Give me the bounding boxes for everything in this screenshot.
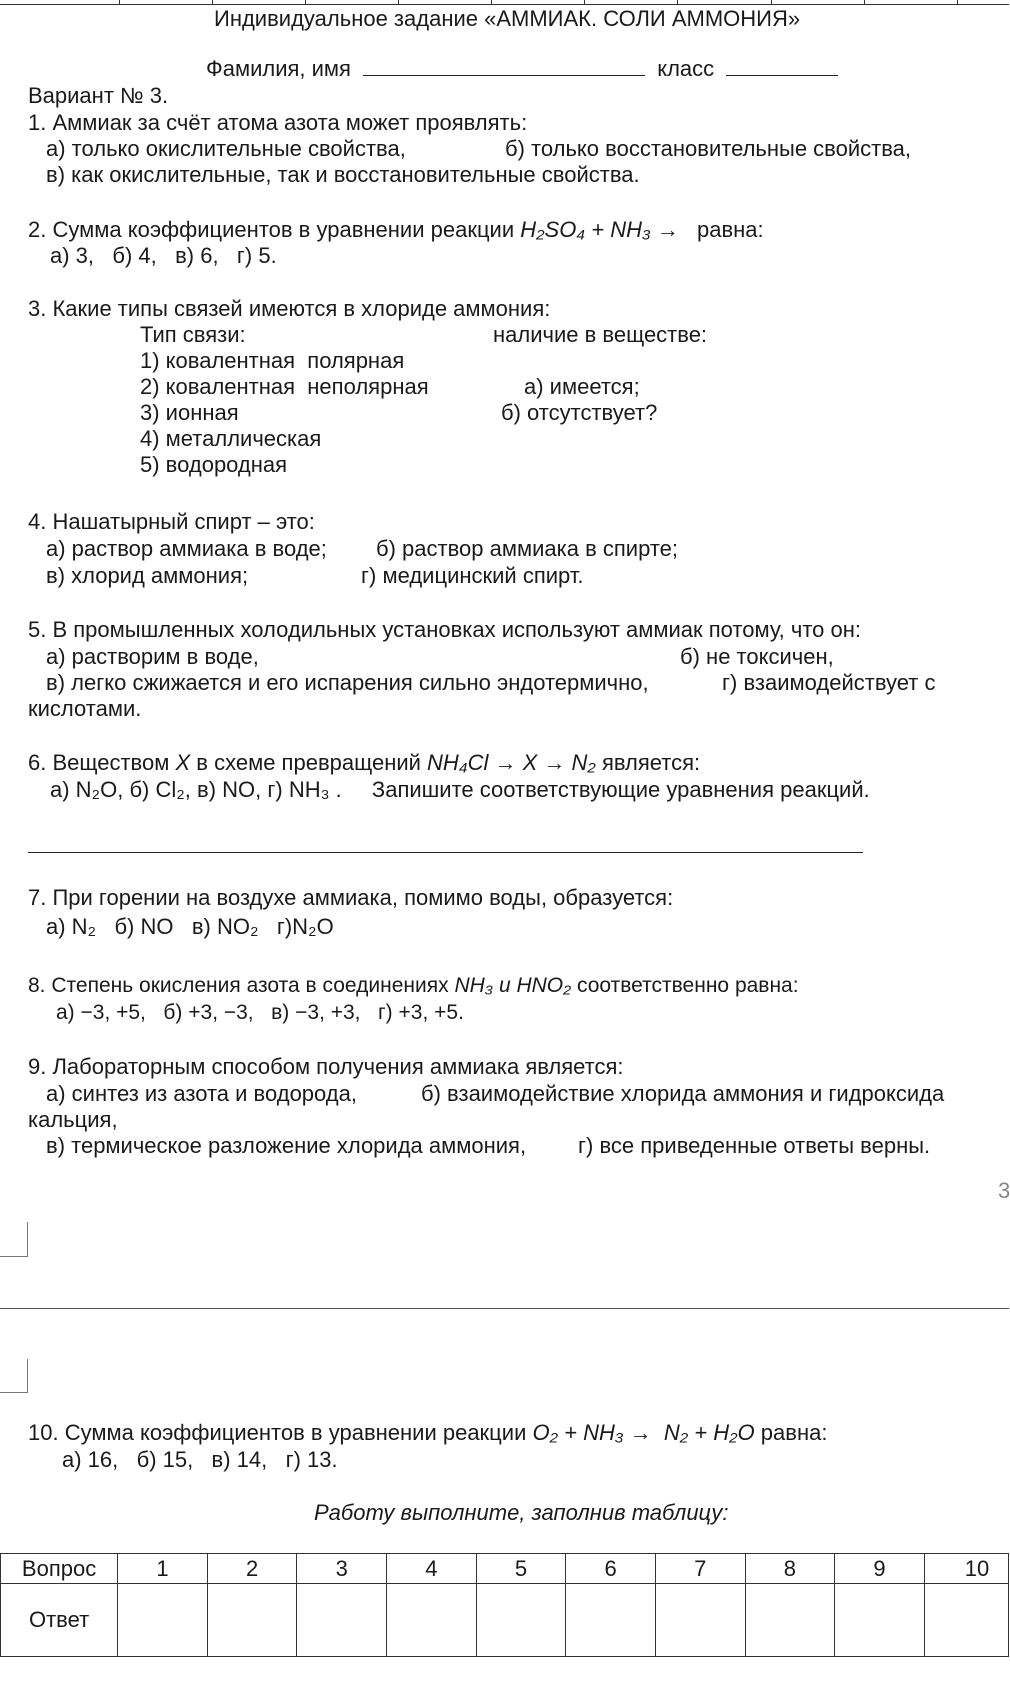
question-4 — [28, 509, 315, 535]
question-text: При горении на воздухе аммиака, помимо воды, образуется: — [52, 885, 674, 910]
question-number: 7. — [28, 885, 47, 910]
question-number: 10. — [28, 1420, 59, 1445]
question-8 — [28, 973, 799, 999]
question-number-cell: 4 — [387, 1554, 477, 1584]
question-7 — [28, 885, 673, 911]
answer-cell[interactable] — [297, 1584, 387, 1657]
question-3 — [28, 296, 550, 322]
class-label: класс — [657, 56, 715, 81]
question-text: Сумма коэффициентов в уравнении реакции — [64, 1420, 527, 1445]
name-blank — [363, 75, 645, 76]
bond-type-item: 1) ковалентная полярная — [140, 348, 405, 373]
question-number-cell: 8 — [745, 1554, 835, 1584]
q6-options — [50, 777, 870, 803]
question-number: 1. — [28, 110, 47, 135]
table-row-questions — [1, 1554, 1009, 1584]
answer-cell[interactable] — [924, 1584, 1008, 1657]
top-cell-divider — [677, 0, 678, 5]
reaction-formula: H₂SO₄ + NH₃ → — [520, 217, 679, 242]
q6-instruction: Запишите соответствующие уравнения реакций. — [371, 777, 870, 802]
question-2 — [28, 217, 764, 243]
question-number: 8. — [28, 974, 46, 997]
question-text: Веществом — [52, 750, 170, 775]
question-text: Аммиак за счёт атома азота может проявлять: — [52, 110, 528, 135]
page-corner-mark — [0, 1359, 28, 1393]
question-6 — [28, 750, 700, 776]
top-cell-divider — [398, 0, 399, 5]
bond-type-item: 5) водородная — [140, 452, 288, 477]
q9-option-b-continued: кальция, — [28, 1107, 118, 1132]
q4-option-a: а) раствор аммиака в воде; — [46, 536, 327, 561]
top-cell-divider — [491, 0, 492, 5]
table-row-answers — [1, 1584, 1009, 1657]
question-number-cell: 5 — [476, 1554, 566, 1584]
q4-option-d: г) медицинский спирт. — [361, 563, 584, 588]
page-corner-mark — [0, 1222, 28, 1257]
question-tail: равна: — [696, 217, 764, 242]
question-9 — [28, 1054, 624, 1080]
answer-table — [0, 1553, 1009, 1657]
top-cell-divider — [305, 0, 306, 5]
question-text: Лабораторным способом получения аммиака является: — [52, 1054, 624, 1079]
substance-x: X — [175, 750, 191, 775]
top-cell-divider — [119, 0, 120, 5]
bond-type-item: 4) металлическая — [140, 426, 322, 451]
question-number-cell: 2 — [207, 1554, 297, 1584]
question-number: 5. — [28, 617, 47, 642]
q2-options: а) 3, б) 4, в) 6, г) 5. — [50, 243, 277, 268]
answer-cell[interactable] — [655, 1584, 745, 1657]
question-tail: равна: — [760, 1420, 828, 1445]
q4-option-b: б) раствор аммиака в спирте; — [376, 536, 679, 561]
answer-cell[interactable] — [745, 1584, 835, 1657]
question-text: является: — [601, 750, 701, 775]
name-label: Фамилия, имя — [206, 56, 351, 81]
name-class-line — [206, 56, 838, 82]
question-10 — [28, 1420, 827, 1446]
top-cell-divider — [771, 0, 772, 5]
question-text: Степень окисления азота в соединениях — [51, 974, 449, 997]
q7-options: а) N₂ б) NO в) NO₂ г)N₂O — [46, 914, 334, 939]
question-number-cell: 7 — [655, 1554, 745, 1584]
answer-cell[interactable] — [835, 1584, 925, 1657]
q9-option-d: г) все приведенные ответы верны. — [578, 1133, 931, 1158]
q5-option-d: г) взаимодействует с — [722, 670, 936, 695]
answer-write-line — [28, 852, 863, 853]
page-break-line — [0, 1308, 1009, 1309]
question-text: Какие типы связей имеются в хлориде аммония: — [52, 296, 551, 321]
answer-cell[interactable] — [387, 1584, 477, 1657]
margin-mark: 3 — [998, 1178, 1010, 1203]
row-label-question: Вопрос — [1, 1554, 118, 1584]
question-number: 4. — [28, 509, 47, 534]
q9-option-c: в) термическое разложение хлорида аммония, — [46, 1133, 527, 1158]
transformation-scheme: NH₄Cl → X → N₂ — [427, 750, 596, 775]
top-cell-divider — [864, 0, 865, 5]
q5-option-a: а) растворим в воде, — [46, 644, 259, 669]
reaction-formula: O₂ + NH₃ → N₂ + H₂O — [532, 1420, 755, 1445]
presence-option: а) имеется; — [524, 374, 640, 399]
question-number-cell: 1 — [118, 1554, 208, 1584]
q10-options: а) 16, б) 15, в) 14, г) 13. — [62, 1447, 338, 1472]
table-instruction: Работу выполните, заполнив таблицу: — [314, 1500, 729, 1525]
q1-option-b: б) только восстановительные свойства, — [505, 136, 912, 161]
q5-option-d-continued: кислотами. — [28, 696, 142, 721]
q8-options: а) −3, +5, б) +3, −3, в) −3, +3, г) +3, +5. — [56, 1001, 464, 1024]
question-number-cell: 9 — [835, 1554, 925, 1584]
bond-type-item: 2) ковалентная неполярная — [140, 374, 429, 399]
presence-header: наличие в веществе: — [493, 322, 708, 347]
question-number: 2. — [28, 217, 47, 242]
page-title: Индивидуальное задание «АММИАК. СОЛИ АММОНИЯ» — [214, 6, 801, 31]
top-cell-divider — [212, 0, 213, 5]
question-number: 3. — [28, 296, 47, 321]
q9-option-b: б) взаимодействие хлорида аммония и гидроксида — [421, 1081, 945, 1106]
q6-options-text: а) N₂O, б) Cl₂, в) NO, г) NH₃ . — [50, 777, 342, 802]
question-text: В промышленных холодильных установках используют аммиак потому, что он: — [52, 617, 862, 642]
answer-cell[interactable] — [566, 1584, 656, 1657]
answer-cell[interactable] — [476, 1584, 566, 1657]
top-border-line — [0, 4, 1009, 5]
q1-option-c: в) как окислительные, так и восстановительные свойства. — [46, 162, 640, 187]
compound-formulas: NH₃ и HNO₂ — [454, 974, 572, 997]
top-cell-divider — [957, 0, 958, 5]
q9-option-a: а) синтез из азота и водорода, — [46, 1081, 357, 1106]
question-number-cell: 10 — [924, 1554, 1008, 1584]
top-cell-divider — [584, 0, 585, 5]
q4-option-c: в) хлорид аммония; — [46, 563, 249, 588]
question-text: соответственно равна: — [576, 974, 799, 997]
question-text: в схеме превращений — [196, 750, 421, 775]
question-number: 9. — [28, 1054, 47, 1079]
question-text: Сумма коэффициентов в уравнении реакции — [52, 217, 515, 242]
presence-option: б) отсутствует? — [501, 400, 658, 425]
variant-label: Вариант № 3. — [28, 83, 169, 108]
q1-option-a: а) только окислительные свойства, — [46, 136, 406, 161]
question-number-cell: 3 — [297, 1554, 387, 1584]
question-1 — [28, 110, 527, 136]
q5-option-b: б) не токсичен, — [680, 644, 834, 669]
bond-type-header: Тип связи: — [140, 322, 246, 347]
answer-cell[interactable] — [118, 1584, 208, 1657]
row-label-answer: Ответ — [1, 1584, 118, 1657]
answer-cell[interactable] — [207, 1584, 297, 1657]
question-text: Нашатырный спирт – это: — [52, 509, 315, 534]
question-number-cell: 6 — [566, 1554, 656, 1584]
question-5 — [28, 617, 861, 643]
bond-type-item: 3) ионная — [140, 400, 239, 425]
question-number: 6. — [28, 750, 47, 775]
q5-option-c: в) легко сжижается и его испарения сильно эндотермично, — [46, 670, 649, 695]
class-blank — [726, 75, 838, 76]
